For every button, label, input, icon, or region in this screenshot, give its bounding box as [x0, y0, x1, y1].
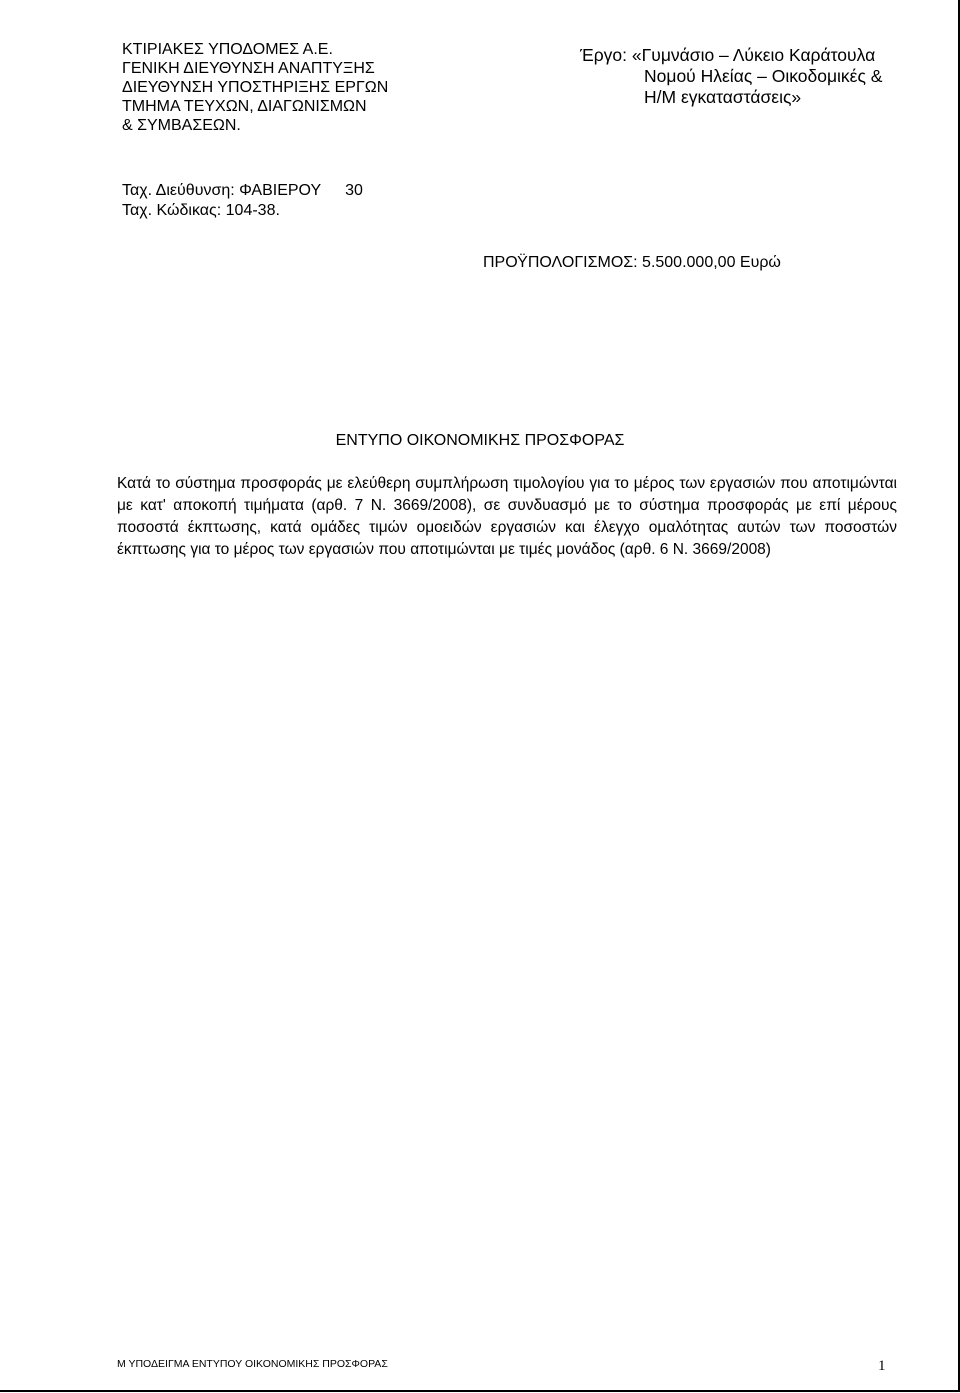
issuer-line: ΓΕΝΙΚΗ ΔΙΕΥΘΥΝΣΗ ΑΝΑΠΤΥΞΗΣ — [122, 60, 375, 77]
body-paragraph: Κατά το σύστημα προσφοράς με ελεύθερη συμπλήρωση τιμολογίου για το μέρος των εργασιών που αποτιμώνται με κατ' αποκοπή τιμήματα (αρθ. 7 Ν. 3669/2008), σε συνδυασμό με το σύστημα προσφοράς με επί μέρους ποσοστά έκπτωσης, κατά ομάδες τιμών ομοειδών εργασιών και έλεγχο ομαλότητας αυτών των ποσοστών έκπτωσης για το μέρος των εργασιών που αποτιμώνται με τιμές μονάδος (αρθ. 6 Ν. 3669/2008) — [117, 475, 897, 558]
issuer-line: ΔΙΕΥΘΥΝΣΗ ΥΠΟΣΤΗΡΙΞΗΣ ΕΡΓΩΝ — [122, 79, 389, 96]
issuer-line: ΚΤΙΡΙΑΚΕΣ ΥΠΟΔΟΜΕΣ Α.Ε. — [122, 41, 333, 58]
address-block — [122, 181, 363, 221]
postcode: Ταχ. Κώδικας: 104-38. — [122, 202, 280, 219]
project-line: Νομού Ηλείας – Οικοδομικές & — [644, 66, 883, 86]
issuer-line: & ΣΥΜΒΑΣΕΩΝ. — [122, 117, 241, 134]
project-line: Έργο: «Γυμνάσιο – Λύκειο Καράτουλα — [580, 45, 876, 65]
issuer-line: ΤΜΗΜΑ ΤΕΥΧΩΝ, ΔΙΑΓΩΝΙΣΜΩΝ — [122, 98, 367, 115]
project-line: Η/Μ εγκαταστάσεις» — [644, 87, 802, 107]
issuer-block — [122, 40, 388, 135]
street-address — [122, 181, 363, 201]
street-label: Ταχ. Διεύθυνση: ΦΑΒΙΕΡΟΥ — [122, 182, 322, 199]
project-title-block — [580, 45, 882, 108]
budget-line: ΠΡΟΫΠΟΛΟΓΙΣΜΟΣ: 5.500.000,00 Ευρώ — [483, 254, 781, 271]
street-number: 30 — [345, 182, 363, 199]
footer-label: Μ ΥΠΟΔΕΙΓΜΑ ΕΝΤΥΠΟΥ ΟΙΚΟΝΟΜΙΚΗΣ ΠΡΟΣΦΟΡΑΣ — [117, 1358, 388, 1370]
form-title: ΕΝΤΥΠΟ ΟΙΚΟΝΟΜΙΚΗΣ ΠΡΟΣΦΟΡΑΣ — [335, 432, 625, 449]
page-number: 1 — [878, 1358, 886, 1374]
